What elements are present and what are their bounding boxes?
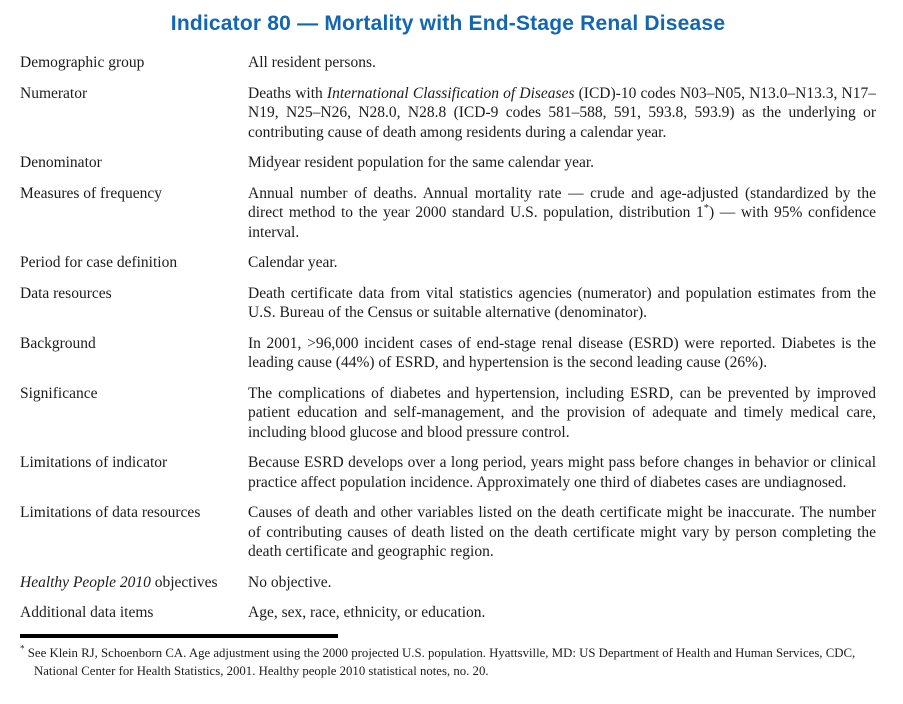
value-text-pre: Deaths with bbox=[248, 84, 327, 102]
row-numerator bbox=[20, 84, 876, 143]
row-demographic-group bbox=[20, 53, 876, 73]
row-value: Calendar year. bbox=[248, 254, 338, 271]
row-value: Age, sex, race, ethnicity, or education. bbox=[248, 604, 486, 621]
row-additional-data-items bbox=[20, 603, 876, 623]
row-value bbox=[248, 84, 876, 143]
footnote-marker: * bbox=[20, 643, 25, 654]
label-text-italic: Healthy People 2010 bbox=[20, 573, 151, 591]
row-label: Limitations of data resources bbox=[20, 504, 201, 521]
value-text-pre: Annual number of deaths. Annual mortality rate — crude and age-adjusted (standardized by the direct method to the year 2000 standard U.S. population, distribution 1 bbox=[248, 184, 876, 221]
row-value: Causes of death and other variables listed on the death certificate might be inaccurate. The number of contributing causes of death listed on the death certificate might vary by person completing the death certificate and geographic region. bbox=[248, 504, 876, 560]
page-title: Indicator 80 — Mortality with End-Stage Renal Disease bbox=[170, 12, 726, 35]
row-limitations-of-indicator bbox=[20, 453, 876, 492]
footnote-separator-rule bbox=[20, 634, 338, 638]
row-significance bbox=[20, 384, 876, 443]
row-label: Measures of frequency bbox=[20, 184, 163, 202]
row-value: In 2001, >96,000 incident cases of end-stage renal disease (ESRD) were reported. Diabetes is the leading cause (44%) of ESRD, and hypertension is the second leading cause (26%). bbox=[248, 334, 876, 371]
row-value: No objective. bbox=[248, 573, 332, 591]
row-label: Numerator bbox=[20, 84, 88, 102]
row-value: All resident persons. bbox=[248, 54, 376, 71]
row-label: Significance bbox=[20, 384, 98, 402]
row-background bbox=[20, 334, 876, 373]
label-text-post: objectives bbox=[150, 573, 218, 591]
row-value: Because ESRD develops over a long period, years might pass before changes in behavior or clinical practice affect population incidence. Approximately one third of diabetes cases are undiagnosed. bbox=[248, 454, 876, 491]
row-value bbox=[248, 184, 876, 243]
row-data-resources bbox=[20, 284, 876, 323]
row-value: The complications of diabetes and hypertension, including ESRD, can be prevented by improved patient education and self-management, and the provision of adequate and timely medical care, including blood glucose and blood pressure control. bbox=[248, 384, 876, 441]
row-denominator bbox=[20, 153, 876, 173]
value-text-italic: International Classification of Diseases bbox=[326, 84, 575, 102]
row-label bbox=[20, 573, 248, 593]
row-label: Demographic group bbox=[20, 54, 145, 71]
footnote-text: See Klein RJ, Schoenborn CA. Age adjustment using the 2000 projected U.S. population. Hyattsville, MD: US Department of Health and Human Services, CDC, National Center for Health Statistics, 2001. Healthy people 2010 statistical notes, no. 20. bbox=[24, 645, 856, 678]
value-text-post: ) — with 95% confidence interval. bbox=[248, 204, 876, 241]
row-label: Limitations of indicator bbox=[20, 454, 168, 471]
row-value: Death certificate data from vital statistics agencies (numerator) and population estimates from the U.S. Bureau of the Census or suitable alternative (denominator). bbox=[248, 284, 876, 321]
value-text-post: (ICD)-10 codes N03–N05, N13.0–N13.3, N17–N19, N25–N26, N28.0, N28.8 (ICD-9 codes 581–588, 591, 593.8, 593.9) as the underlying or contributing cause of death among residents during a calendar year. bbox=[248, 84, 876, 141]
row-label: Denominator bbox=[20, 154, 102, 171]
row-measures-of-frequency bbox=[20, 184, 876, 243]
row-healthy-people-2010-objectives bbox=[20, 573, 876, 593]
asterisk-reference: * bbox=[703, 202, 710, 214]
row-label: Period for case definition bbox=[20, 254, 178, 271]
row-label: Background bbox=[20, 334, 96, 352]
footnote bbox=[20, 644, 876, 680]
row-period-for-case-definition bbox=[20, 253, 876, 273]
row-limitations-of-data-resources bbox=[20, 503, 876, 562]
row-label: Data resources bbox=[20, 284, 112, 302]
row-label: Additional data items bbox=[20, 604, 154, 621]
row-value: Midyear resident population for the same calendar year. bbox=[248, 154, 595, 171]
